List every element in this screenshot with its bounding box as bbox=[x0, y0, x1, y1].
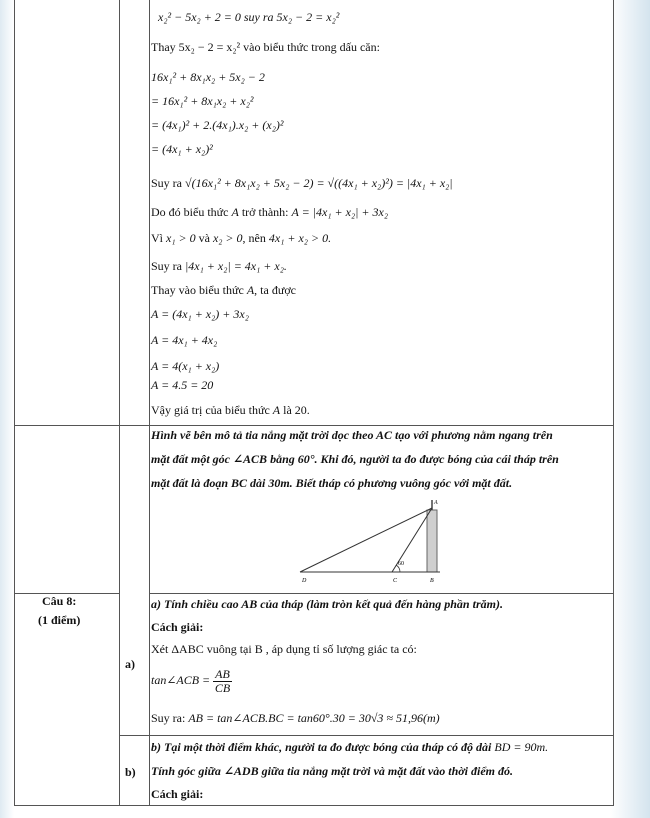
part-a-step-1: Xét ΔABC vuông tại B , áp dụng tỉ số lượng giác ta có: bbox=[151, 642, 417, 656]
q8-intro-1: Hình vẽ bên mô tả tia nắng mặt trời dọc theo AC tạo với phương nằm ngang trên bbox=[151, 428, 553, 442]
part-a-step-3-formula: AB = tan∠ACB.BC = tan60°.30 = 30√3 ≈ 51,96(m) bbox=[188, 711, 440, 725]
line-9-and: và bbox=[198, 231, 210, 245]
point-b-label: B bbox=[430, 578, 434, 584]
fraction-ab-cb bbox=[213, 668, 232, 695]
line-3: 16x₁² + 8x₁x₂ + 5x₂ − 2 bbox=[151, 70, 265, 84]
left-page-shadow bbox=[0, 0, 14, 818]
line-8 bbox=[151, 205, 388, 219]
part-b-solution-label: Cách giải: bbox=[151, 787, 204, 801]
part-b-question-1 bbox=[151, 740, 548, 754]
fraction-denominator: CB bbox=[214, 680, 231, 695]
answer-table bbox=[14, 0, 614, 806]
part-a-step-2 bbox=[151, 666, 232, 695]
line-9-result: 4x₁ + x₂ > 0. bbox=[268, 231, 332, 245]
row-divider-part-a bbox=[149, 593, 613, 594]
line-14: A = 4(x₁ + x₂) bbox=[151, 359, 220, 373]
line-10-formula: |4x₁ + x₂| = 4x₁ + x₂. bbox=[185, 259, 287, 273]
line-8-mid: trở thành: bbox=[241, 205, 289, 219]
part-b-question-2: Tính góc giữa ∠ADB giữa tia nắng mặt trời và mặt đất vào thời điểm đó. bbox=[151, 764, 514, 778]
line-10 bbox=[151, 259, 287, 273]
line-6: = (4x₁ + x₂)² bbox=[151, 142, 213, 156]
line-16-var: A bbox=[272, 403, 281, 417]
radical-expression: √(16x₁² + 8x₁x₂ + 5x₂ − 2) = √((4x₁ + x₂)²) = |4x₁ + x₂| bbox=[185, 176, 453, 190]
line-11 bbox=[151, 283, 296, 297]
line-15: A = 4.5 = 20 bbox=[151, 378, 214, 392]
question-8-points: (1 điểm) bbox=[38, 613, 81, 627]
line-11-var: A bbox=[246, 283, 255, 297]
part-a-question: a) Tính chiều cao AB của tháp (làm tròn kết quả đến hàng phần trăm). bbox=[151, 597, 503, 611]
q8-intro-3: mặt đất là đoạn BC dài 30m. Biết tháp có phương vuông góc với mặt đất. bbox=[151, 476, 513, 490]
fraction-numerator: AB bbox=[215, 666, 230, 681]
question-8-label: Câu 8: bbox=[42, 594, 77, 608]
line-11-lead: Thay vào biểu thức bbox=[151, 283, 244, 297]
line-8-formula: A = |4x₁ + x₂| + 3x₂ bbox=[291, 205, 389, 219]
line-7-lead: Suy ra bbox=[151, 176, 182, 190]
column-divider-2 bbox=[149, 0, 150, 805]
point-c-label: C bbox=[393, 578, 398, 584]
line-7 bbox=[151, 176, 453, 190]
part-a-solution-label: Cách giải: bbox=[151, 620, 204, 634]
line-13: A = 4x₁ + 4x₂ bbox=[151, 333, 218, 347]
row-divider-q8 bbox=[15, 425, 613, 426]
tan-expression: tan∠ACB = bbox=[151, 673, 211, 687]
part-a-step-3-lead: Suy ra: bbox=[151, 711, 186, 725]
line-4: = 16x₁² + 8x₁x₂ + x₂² bbox=[151, 94, 254, 108]
part-b-question-1-text: b) Tại một thời điểm khác, người ta đo được bóng của tháp có độ dài bbox=[151, 740, 492, 754]
line-9-so: , nên bbox=[242, 231, 266, 245]
line-10-lead: Suy ra bbox=[151, 259, 182, 273]
line-9-cond-1: x₁ > 0 bbox=[166, 231, 196, 245]
part-b-label: b) bbox=[125, 765, 136, 779]
line-12: A = (4x₁ + x₂) + 3x₂ bbox=[151, 307, 249, 321]
line-1: x₂² − 5x₂ + 2 = 0 suy ra 5x₂ − 2 = x₂² bbox=[158, 10, 340, 24]
line-16-tail: là 20. bbox=[283, 403, 310, 417]
column-divider-1 bbox=[119, 0, 120, 805]
line-5: = (4x₁)² + 2.(4x₁).x₂ + (x₂)² bbox=[151, 118, 284, 132]
line-11-tail: , ta được bbox=[254, 283, 296, 297]
line-8-lead: Do đó biểu thức bbox=[151, 205, 229, 219]
part-a-label: a) bbox=[125, 657, 135, 671]
point-d-label: D bbox=[302, 578, 307, 584]
line-2: Thay 5x₂ − 2 = x₂² vào biểu thức trong dấu căn: bbox=[151, 40, 380, 54]
line-9-lead: Vì bbox=[151, 231, 163, 245]
right-page-shadow bbox=[610, 0, 650, 818]
row-divider-part-b bbox=[119, 735, 613, 736]
tower-shadow-figure bbox=[290, 496, 470, 586]
line-9-cond-2: x₂ > 0 bbox=[212, 231, 243, 245]
line-16 bbox=[151, 403, 310, 417]
line-16-lead: Vậy giá trị của biểu thức bbox=[151, 403, 270, 417]
part-a-step-3 bbox=[151, 711, 440, 725]
part-b-question-1-value: BD = 90m. bbox=[494, 740, 549, 754]
tower bbox=[427, 510, 437, 572]
angle-label: 60 bbox=[398, 561, 404, 567]
line-9 bbox=[151, 231, 331, 245]
point-a-label: A bbox=[434, 500, 438, 506]
line-8-var: A bbox=[231, 205, 239, 219]
q8-intro-2: mặt đất một góc ∠ACB bằng 60°. Khi đó, người ta đo được bóng của cái tháp trên bbox=[151, 452, 559, 466]
